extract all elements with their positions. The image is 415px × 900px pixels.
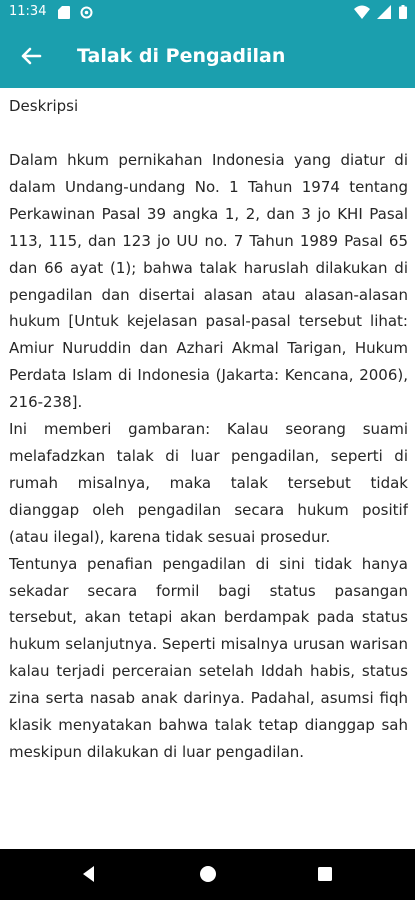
sd-card-icon [58, 6, 70, 19]
wifi-icon [354, 5, 370, 19]
battery-icon [399, 5, 407, 19]
status-icons [354, 4, 407, 20]
paragraph-3: Tentunya penafian pengadilan di sini tidak hanya sekadar secara formil bagi status pasangan tersebut, akan tetapi akan berdampak pada status hukum selanjutnya. Seperti misalnya urusan warisan kalau terjadi perceraian setelah Iddah habis, status zina serta nasab anak darinya. Padahal, asumsi fiqh klasik menyatakan bahwa talak tetap dianggap sah meskipun dilakukan di luar pengadilan. [9, 554, 408, 761]
signal-icon [377, 5, 391, 19]
back-triangle-icon [77, 862, 101, 886]
page-title: Talak di Pengadilan [77, 45, 286, 67]
sync-icon [80, 6, 93, 19]
nav-recents-button[interactable] [313, 862, 337, 886]
home-circle-icon [196, 862, 220, 886]
back-button[interactable] [14, 38, 50, 74]
status-bar [0, 0, 415, 24]
nav-back-button[interactable] [77, 862, 101, 886]
description-text [9, 147, 408, 766]
navigation-bar [0, 849, 415, 900]
paragraph-2: Ini memberi gambaran: Kalau seorang suami melafadzkan talak di luar pengadilan, seperti di rumah misalnya, maka talak tersebut tidak dianggap oleh pengadilan secara hukum positif (atau ilegal), karena tidak sesuai prosedur. [9, 420, 408, 546]
recents-square-icon [313, 862, 337, 886]
section-label: Deskripsi [9, 97, 79, 115]
paragraph-1: Dalam hkum pernikahan Indonesia yang diatur di dalam Undang-undang No. 1 Tahun 1974 tentang Perkawinan Pasal 39 angka 1, 2, dan 3 jo KHI Pasal 113, 115, dan 123 jo UU no. 7 Tahun 1989 Pasal 65 dan 66 ayat (1); bahwa talak haruslah dilakukan di pengadilan dan disertai alasan atau alasan-alasan hukum [Untuk kejelasan pasal-pasal tersebut lihat: Amiur Nuruddin dan Azhari Akmal Tarigan, Hukum Perdata Islam di Indonesia (Jakarta: Kencana, 2006), 216-238]. [9, 151, 408, 412]
status-time: 11:34 [9, 4, 47, 19]
app-bar [0, 24, 415, 88]
nav-home-button[interactable] [196, 862, 220, 886]
content-scroll-area[interactable] [9, 92, 408, 849]
arrow-back-icon [14, 38, 50, 74]
